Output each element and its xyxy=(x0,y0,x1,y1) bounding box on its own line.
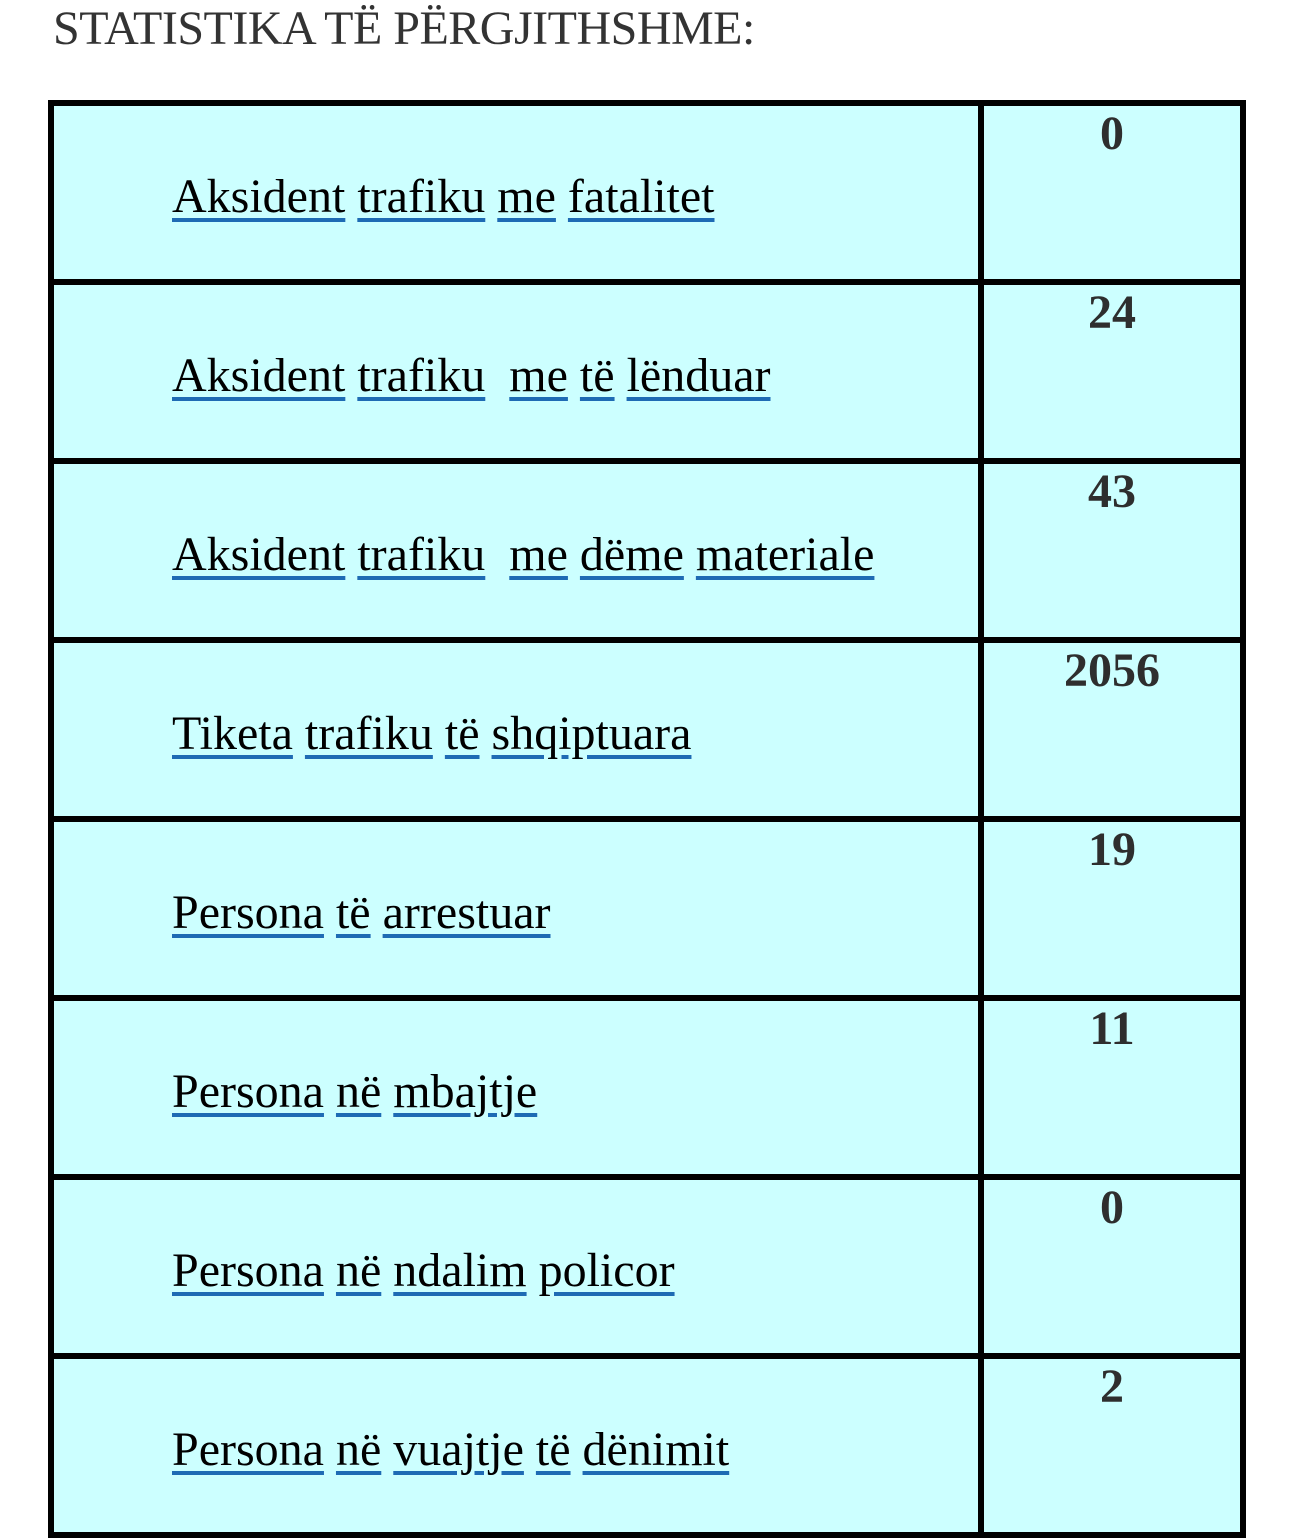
table-row xyxy=(51,461,1243,640)
table-row xyxy=(51,998,1243,1177)
stat-label-cell xyxy=(51,998,981,1177)
table-row xyxy=(51,282,1243,461)
stat-link[interactable]: Tiketa trafiku të shqiptuara xyxy=(172,707,692,760)
table-row xyxy=(51,1177,1243,1356)
table-row xyxy=(51,640,1243,819)
stat-label-cell xyxy=(51,461,981,640)
stat-label-cell xyxy=(51,1356,981,1535)
stat-value-cell xyxy=(981,282,1243,461)
stat-value-cell xyxy=(981,461,1243,640)
stat-value-cell xyxy=(981,819,1243,998)
stat-value: 43 xyxy=(1088,465,1136,518)
stat-value: 2056 xyxy=(1064,644,1160,697)
stat-label-cell xyxy=(51,282,981,461)
stat-value-cell xyxy=(981,640,1243,819)
statistics-table xyxy=(48,100,1246,1538)
stat-link[interactable]: Persona të arrestuar xyxy=(172,886,551,939)
stat-value-cell xyxy=(981,998,1243,1177)
table-row xyxy=(51,1356,1243,1535)
table-row xyxy=(51,103,1243,282)
stat-value: 0 xyxy=(1100,107,1124,160)
stat-value: 11 xyxy=(1089,1002,1135,1055)
stat-value-cell xyxy=(981,1356,1243,1535)
stat-label-cell xyxy=(51,1177,981,1356)
stat-label-cell xyxy=(51,640,981,819)
stat-label-cell xyxy=(51,103,981,282)
stat-value: 24 xyxy=(1088,286,1136,339)
stat-link[interactable]: Aksident trafiku me dëme materiale xyxy=(172,528,875,581)
stat-label-cell xyxy=(51,819,981,998)
stat-link[interactable]: Aksident trafiku me të lënduar xyxy=(172,349,771,402)
stat-value-cell xyxy=(981,1177,1243,1356)
stat-value: 19 xyxy=(1088,823,1136,876)
stat-value: 2 xyxy=(1100,1360,1124,1413)
stat-value: 0 xyxy=(1100,1181,1124,1234)
stat-link[interactable]: Persona në ndalim policor xyxy=(172,1244,675,1297)
stat-link[interactable]: Persona në vuajtje të dënimit xyxy=(172,1423,730,1476)
stat-link[interactable]: Aksident trafiku me fatalitet xyxy=(172,170,715,223)
stat-value-cell xyxy=(981,103,1243,282)
table-row xyxy=(51,819,1243,998)
stat-link[interactable]: Persona në mbajtje xyxy=(172,1065,538,1118)
page-title: STATISTIKA TË PËRGJITHSHME: xyxy=(53,2,755,55)
